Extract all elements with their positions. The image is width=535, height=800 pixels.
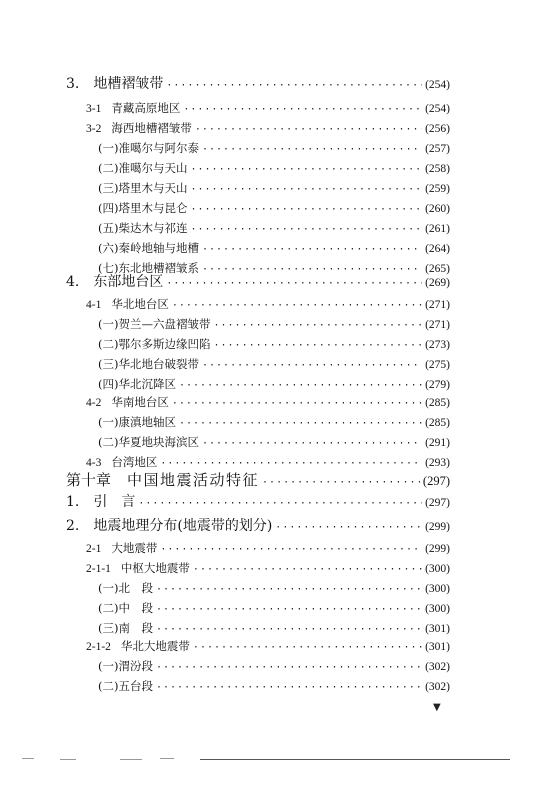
toc-entry-number: 4-2 (86, 397, 102, 409)
dot-leader (156, 658, 422, 676)
toc-entry-title: 华北大地震带 (120, 639, 190, 653)
toc-entry-page-number: (265) (425, 263, 450, 275)
toc-entry-title: 中国地震活动特征 (127, 471, 260, 489)
dot-leader (193, 560, 422, 578)
toc-entry-page-number: (299) (425, 521, 450, 533)
toc-entry-page-number: (300) (425, 563, 450, 575)
toc-entry-title: (四)华北沉降区 (98, 377, 176, 391)
toc-entry-title: (七)东北地槽褶皱系 (98, 261, 199, 275)
dot-leader (156, 600, 422, 618)
scan-speck (60, 759, 76, 760)
toc-entry-page-number: (254) (425, 79, 450, 91)
toc-entry-title: 大地震带 (111, 541, 158, 555)
toc-entry (98, 578, 450, 598)
toc-entry-title: 台湾地区 (111, 455, 158, 469)
toc-entry-page-number: (279) (425, 379, 450, 391)
toc-entry-page-number: (259) (425, 183, 450, 195)
dot-leader (183, 100, 422, 118)
bottom-rule (200, 759, 510, 760)
dot-leader (172, 394, 422, 412)
toc-entry (98, 354, 450, 374)
toc-entry (98, 198, 450, 218)
toc-entry (66, 516, 450, 536)
toc-entry-number: 2. (66, 518, 80, 534)
toc-entry-title: (二)中 段 (98, 601, 153, 615)
toc-entry (86, 636, 450, 656)
dot-leader (172, 296, 422, 314)
toc-entry (66, 272, 450, 292)
toc-entry-page-number: (269) (425, 277, 450, 289)
toc-entry-page-number: (293) (425, 457, 450, 469)
toc-entry-page-number: (258) (425, 163, 450, 175)
continue-arrow-icon: ▼ (433, 702, 441, 713)
scan-speck (120, 759, 142, 760)
toc-entry-title: 海西地槽褶皱带 (111, 121, 192, 135)
toc-entry (98, 598, 450, 618)
toc-entry (86, 538, 450, 558)
toc-entry (98, 334, 450, 354)
toc-entry-number: 2-1 (86, 543, 102, 555)
toc-entry-title: (三)华北地台破裂带 (98, 357, 199, 371)
dot-leader (262, 473, 420, 490)
toc-entry (86, 452, 450, 472)
toc-entry-page-number: (299) (425, 543, 450, 555)
toc-entry-title: 华南地台区 (111, 395, 169, 409)
toc-entry (98, 218, 450, 238)
toc-entry-page-number: (302) (425, 661, 450, 673)
dot-leader (202, 240, 422, 258)
toc-entry (86, 98, 450, 118)
toc-entry (98, 412, 450, 432)
toc-entry (98, 656, 450, 676)
toc-entry (66, 74, 450, 94)
toc-entry-title: 中枢大地震带 (120, 561, 190, 575)
toc-entry (66, 470, 450, 490)
dot-leader (195, 120, 422, 138)
toc-entry-page-number: (254) (425, 103, 450, 115)
toc-entry (98, 178, 450, 198)
toc-entry-title: (二)华夏地块海滨区 (98, 435, 199, 449)
toc-entry (98, 238, 450, 258)
toc-entry-title: (三)南 段 (98, 621, 153, 635)
dot-leader (275, 518, 422, 536)
dot-leader (166, 274, 422, 292)
toc-entry (98, 158, 450, 178)
dot-leader (156, 580, 422, 598)
toc-entry-page-number: (301) (425, 641, 450, 653)
toc-entry-page-number: (273) (425, 339, 450, 351)
toc-entry-page-number: (260) (425, 203, 450, 215)
toc-entry-title: (五)柴达木与祁连 (98, 221, 188, 235)
toc-entry-title: 地震地理分布(地震带的划分) (93, 518, 273, 534)
toc-entry-title: (三)塔里木与天山 (98, 181, 188, 195)
dot-leader (179, 414, 422, 432)
toc-entry-number: 3. (66, 76, 80, 92)
toc-entry-page-number: (264) (425, 243, 450, 255)
dot-leader (190, 160, 422, 178)
dot-leader (160, 540, 422, 558)
toc-entry-number: 1. (66, 494, 80, 510)
dot-leader (202, 434, 422, 452)
dot-leader (202, 140, 422, 158)
toc-entry (98, 676, 450, 696)
toc-entry-title: 东部地台区 (93, 274, 164, 290)
dot-leader (190, 220, 422, 238)
toc-entry-title: 引 言 (93, 494, 136, 510)
dot-leader (190, 200, 422, 218)
toc-entry (66, 492, 450, 512)
toc-entry-page-number: (297) (422, 474, 450, 488)
toc-entry-page-number: (285) (425, 397, 450, 409)
toc-entry (86, 392, 450, 412)
toc-entry (86, 118, 450, 138)
toc-entry (98, 374, 450, 394)
toc-entry-page-number: (275) (425, 359, 450, 371)
toc-entry-number: 4-3 (86, 457, 102, 469)
dot-leader (190, 180, 422, 198)
toc-entry-title: (二)五台段 (98, 679, 153, 693)
toc-entry-number: 3-2 (86, 123, 102, 135)
toc-entry (98, 314, 450, 334)
toc-entry-page-number: (285) (425, 417, 450, 429)
scan-speck (22, 758, 34, 759)
toc-entry-page-number: (302) (425, 681, 450, 693)
dot-leader (138, 494, 422, 512)
toc-entry-title: (一)准噶尔与阿尔泰 (98, 141, 199, 155)
toc-entry-title: (一)康滇地轴区 (98, 415, 176, 429)
dot-leader (156, 678, 422, 696)
toc-entry-title: 地槽褶皱带 (93, 76, 164, 92)
toc-entry-title: 青藏高原地区 (111, 101, 181, 115)
toc-entry (86, 558, 450, 578)
toc-entry-title: (一)渭汾段 (98, 659, 153, 673)
toc-entry-page-number: (291) (425, 437, 450, 449)
dot-leader (202, 356, 422, 374)
toc-entry-page-number: (256) (425, 123, 450, 135)
toc-entry-number: 4. (66, 274, 80, 290)
toc-entry-number: 4-1 (86, 299, 102, 311)
dot-leader (213, 316, 422, 334)
toc-entry-page-number: (271) (425, 299, 450, 311)
dot-leader (193, 638, 422, 656)
toc-entry (86, 294, 450, 314)
toc-entry (98, 432, 450, 452)
toc-entry-page-number: (261) (425, 223, 450, 235)
toc-entry-title: (六)秦岭地轴与地槽 (98, 241, 199, 255)
toc-entry-title: 华北地台区 (111, 297, 169, 311)
toc-entry-page-number: (271) (425, 319, 450, 331)
toc-entry (98, 618, 450, 638)
toc-entry-page-number: (297) (425, 497, 450, 509)
toc-entry-page-number: (300) (425, 583, 450, 595)
toc-entry-title: (一)贺兰—六盘褶皱带 (98, 317, 211, 331)
toc-entry-page-number: (300) (425, 603, 450, 615)
toc-entry-number: 2-1-1 (86, 563, 111, 575)
toc-entry (98, 138, 450, 158)
dot-leader (213, 336, 422, 354)
toc-entry-page-number: (257) (425, 143, 450, 155)
dot-leader (166, 76, 422, 94)
toc-entry-page-number: (301) (425, 623, 450, 635)
toc-entry-number: 3-1 (86, 103, 102, 115)
scan-speck (160, 758, 174, 759)
toc-entry-title: (二)准噶尔与天山 (98, 161, 188, 175)
toc-entry-number: 2-1-2 (86, 641, 111, 653)
toc-entry-title: (一)北 段 (98, 581, 153, 595)
toc-entry-number: 第十章 (66, 471, 112, 489)
toc-entry-title: (二)鄂尔多斯边缘凹陷 (98, 337, 211, 351)
toc-entry-title: (四)塔里木与昆仑 (98, 201, 188, 215)
